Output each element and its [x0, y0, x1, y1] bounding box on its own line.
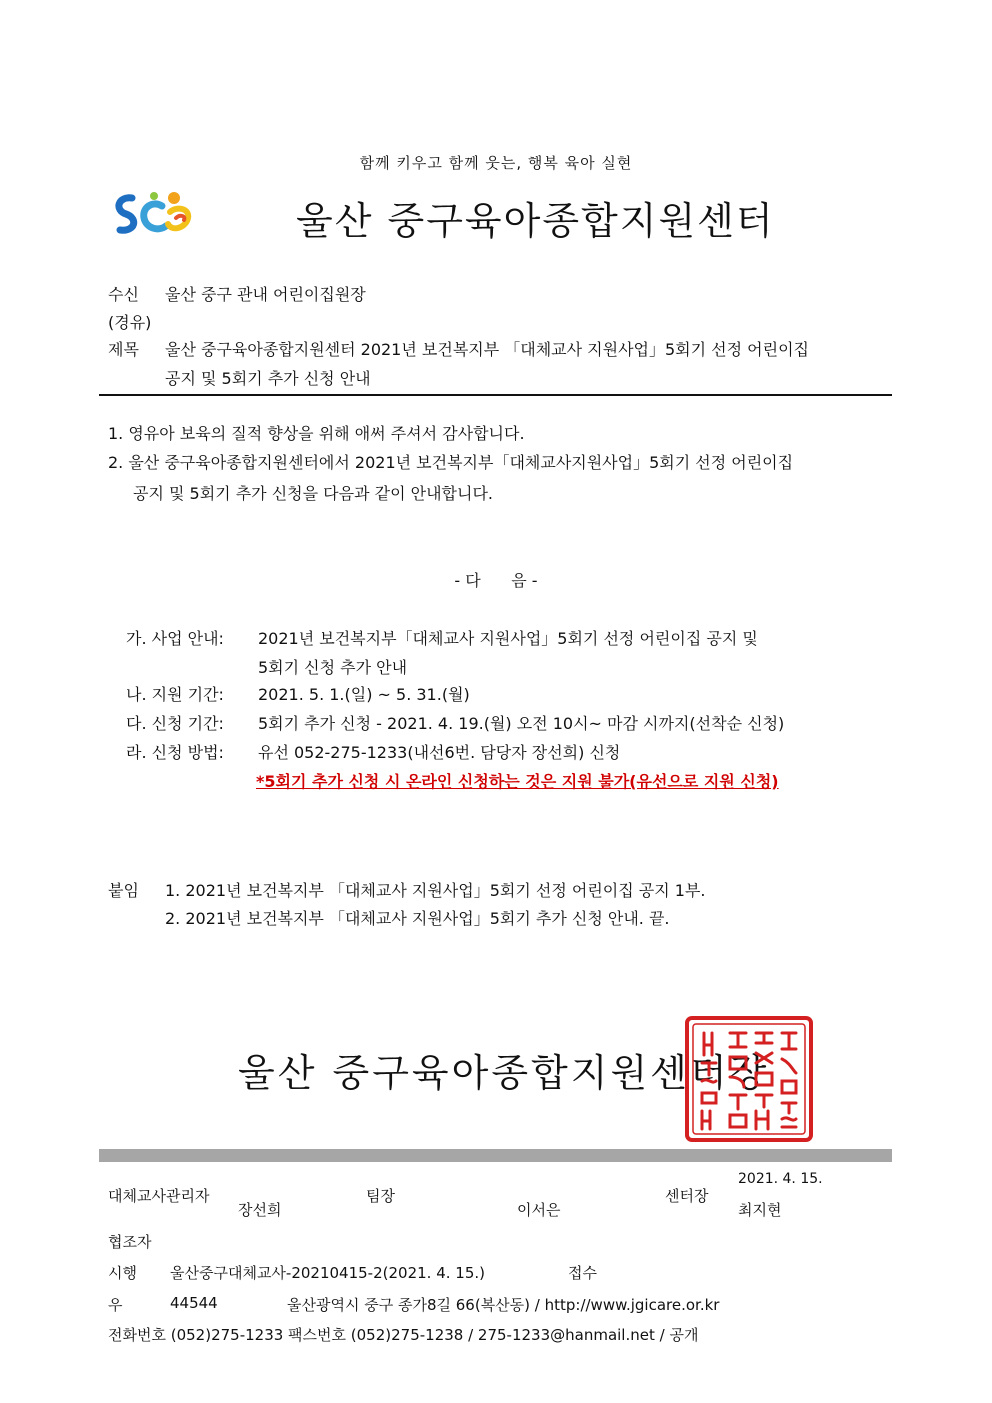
approval-date: 2021. 4. 15. [738, 1171, 823, 1187]
recipient-label: 수신 [108, 285, 139, 304]
sc-logo-icon [110, 188, 200, 240]
contact-info: 전화번호 (052)275-1233 팩스번호 (052)275-1238 / 275-1233@hanmail.net / 공개 [108, 1326, 699, 1344]
postal-label: 우 [108, 1296, 123, 1314]
paragraph-2-line2: 공지 및 5회기 추가 신청을 다음과 같이 안내합니다. [133, 484, 493, 503]
subject-line1: 울산 중구육아종합지원센터 2021년 보건복지부 「대체교사 지원사업」5회기 선정 어린이집 [165, 340, 810, 359]
section-heading: - 다 음 - [454, 571, 538, 590]
name-team-leader: 이서은 [517, 1201, 561, 1219]
subject-label: 제목 [108, 340, 139, 359]
postal-code: 44544 [170, 1294, 218, 1312]
item-da-value: 5회기 추가 신청 - 2021. 4. 19.(월) 오전 10시~ 마감 시까지(선착순 신청) [258, 714, 785, 733]
item-na-value: 2021. 5. 1.(일) ~ 5. 31.(월) [258, 685, 470, 704]
attachment-2: 2. 2021년 보건복지부 「대체교사 지원사업」5회기 추가 신청 안내. 끝. [165, 909, 670, 928]
paragraph-1: 1. 영유아 보육의 질적 향상을 위해 애써 주셔서 감사합니다. [108, 424, 525, 443]
item-ga-label: 가. 사업 안내: [126, 629, 224, 648]
slogan: 함께 키우고 함께 웃는, 행복 육아 실현 [359, 154, 633, 172]
footer-divider [99, 1149, 892, 1162]
item-ra-value: 유선 052-275-1233(내선6번. 담당자 장선희) 신청 [258, 743, 621, 762]
org-title: 울산 중구육아종합지원센터 [296, 199, 775, 243]
recipient-value: 울산 중구 관내 어린이집원장 [165, 285, 366, 304]
name-substitute-manager: 장선희 [238, 1201, 282, 1219]
item-ga-line1: 2021년 보건복지부「대체교사 지원사업」5회기 선정 어린이집 공지 및 [258, 629, 758, 648]
name-center-director: 최지현 [738, 1201, 782, 1219]
exec-label: 시행 [108, 1264, 137, 1282]
via-label: (경유) [108, 313, 152, 332]
address: 울산광역시 중구 종가8길 66(복산동) / http://www.jgicare.or.kr [287, 1296, 720, 1314]
sender-name: 울산 중구육아종합지원센터장 [238, 1051, 770, 1095]
warning-note: *5회기 추가 신청 시 온라인 신청하는 것은 지원 불가(유선으로 지원 신청) [256, 772, 779, 791]
exec-value: 울산중구대체교사-20210415-2(2021. 4. 15.) [170, 1264, 485, 1282]
receipt-label: 접수 [568, 1264, 597, 1282]
attachment-1: 1. 2021년 보건복지부 「대체교사 지원사업」5회기 선정 어린이집 공지 1부. [165, 881, 706, 900]
item-da-label: 다. 신청 기간: [126, 714, 224, 733]
official-seal-icon [684, 1015, 814, 1143]
role-center-director: 센터장 [665, 1187, 709, 1205]
role-substitute-manager: 대체교사관리자 [108, 1187, 210, 1205]
role-team-leader: 팀장 [366, 1187, 395, 1205]
cooperator-label: 협조자 [108, 1233, 152, 1251]
attachment-label: 붙임 [108, 881, 139, 900]
paragraph-2-line1: 2. 울산 중구육아종합지원센터에서 2021년 보건복지부「대체교사지원사업」5회기 선정 어린이집 [108, 453, 794, 472]
header-divider [99, 394, 892, 396]
item-ga-line2: 5회기 신청 추가 안내 [258, 658, 408, 677]
item-na-label: 나. 지원 기간: [126, 685, 224, 704]
item-ra-label: 라. 신청 방법: [126, 743, 224, 762]
subject-line2: 공지 및 5회기 추가 신청 안내 [165, 369, 371, 388]
